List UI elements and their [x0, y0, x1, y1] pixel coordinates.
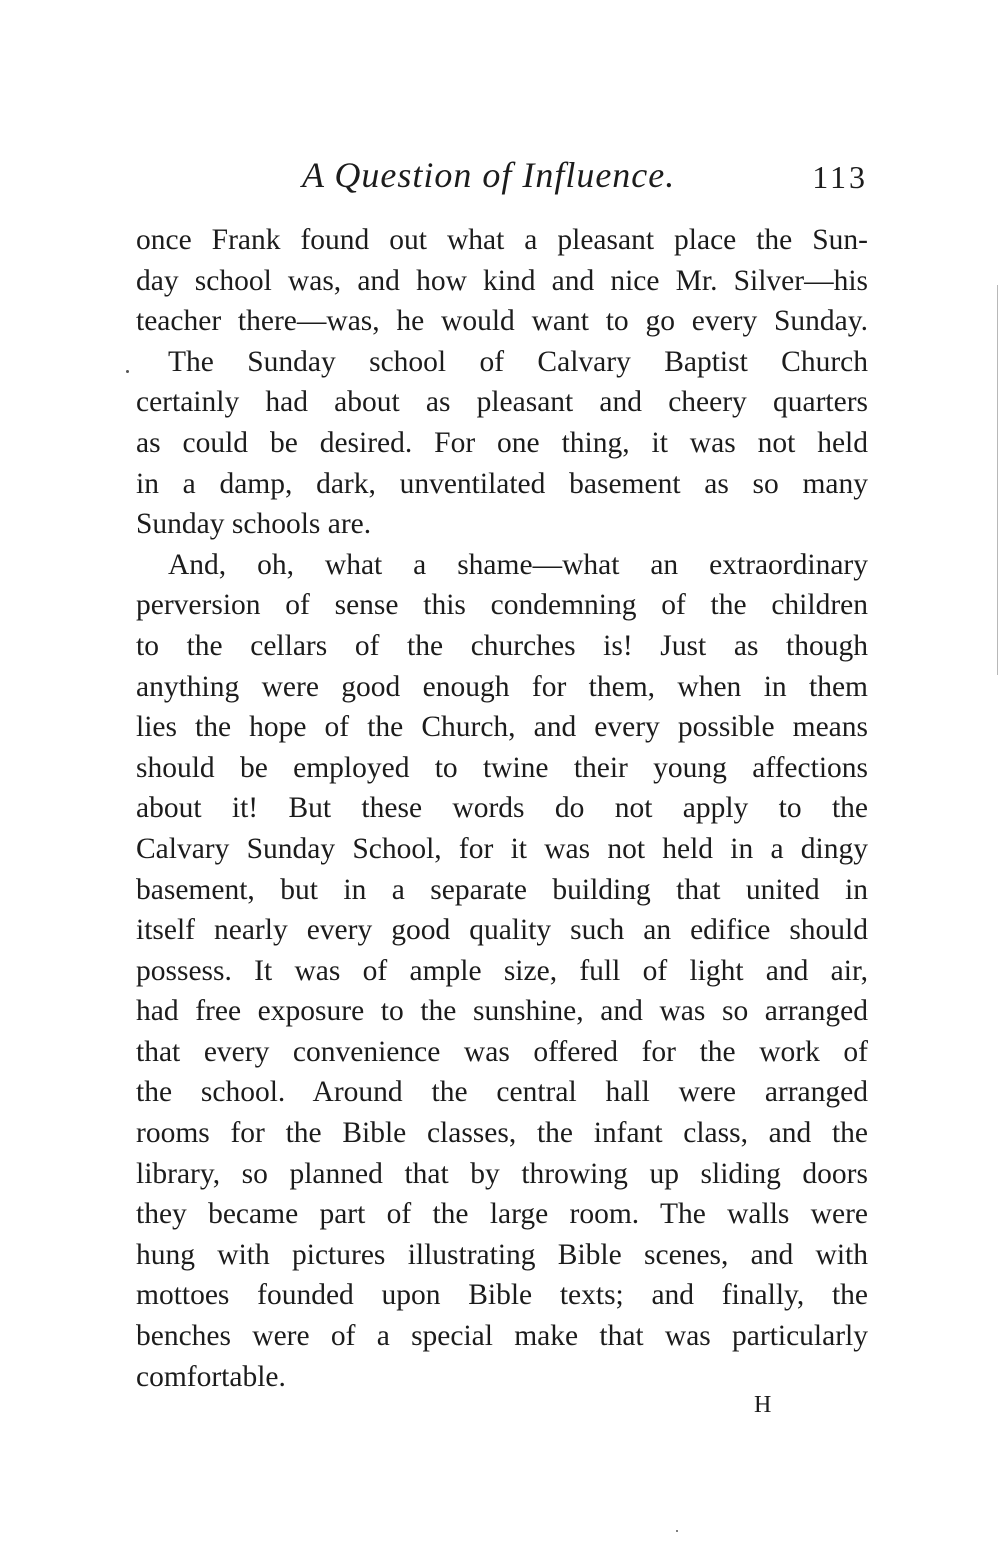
- text-line: teacher there—was, he would want to go every Sunday.: [136, 305, 868, 338]
- text-line: hung with pictures illustrating Bible scenes, and with: [136, 1238, 868, 1271]
- body-text: [136, 220, 868, 1397]
- running-head: [136, 150, 868, 200]
- text-line: rooms for the Bible classes, the infant class, and the: [136, 1117, 868, 1150]
- text-line: mottoes founded upon Bible texts; and finally, the: [136, 1279, 868, 1312]
- page-edge-shadow: [997, 285, 998, 675]
- text-line: to the cellars of the churches is! Just as though: [136, 629, 868, 662]
- text-line: Calvary Sunday School, for it was not held in a dingy: [136, 832, 868, 865]
- text-line: they became part of the large room. The walls were: [136, 1198, 868, 1231]
- text-line: lies the hope of the Church, and every possible means: [136, 711, 868, 744]
- running-head-title: A Question of Influence.: [302, 155, 676, 195]
- text-line: that every convenience was offered for the work of: [136, 1035, 868, 1068]
- text-line: had free exposure to the sunshine, and was so arranged: [136, 995, 868, 1028]
- text-line: as could be desired. For one thing, it was not held: [136, 426, 868, 459]
- text-line: once Frank found out what a pleasant place the Sun-: [136, 224, 868, 256]
- text-line: Sunday schools are.: [136, 508, 372, 541]
- text-line: the school. Around the central hall were arranged: [136, 1076, 868, 1109]
- text-line: perversion of sense this condemning of the children: [136, 589, 868, 622]
- ink-speck: [126, 370, 129, 373]
- text-line: comfortable.: [136, 1360, 286, 1393]
- text-line: And, oh, what a shame—what an extraordinary: [168, 548, 868, 581]
- text-line: in a damp, dark, unventilated basement as so many: [136, 467, 868, 500]
- text-line: should be employed to twine their young affections: [136, 751, 868, 784]
- text-line: certainly had about as pleasant and cheery quarters: [136, 386, 868, 419]
- text-line: basement, but in a separate building that united in: [136, 873, 868, 906]
- text-line: library, so planned that by throwing up sliding doors: [136, 1157, 868, 1190]
- text-line: about it! But these words do not apply to the: [136, 792, 868, 825]
- page-number: 113: [812, 159, 868, 195]
- text-line: itself nearly every good quality such an edifice should: [136, 914, 868, 947]
- text-line: possess. It was of ample size, full of light and air,: [136, 954, 868, 987]
- ink-speck: [676, 1530, 678, 1532]
- signature-mark: H: [754, 1392, 773, 1418]
- text-line: day school was, and how kind and nice Mr. Silver—his: [136, 264, 868, 297]
- text-line: benches were of a special make that was particularly: [136, 1320, 868, 1353]
- text-line: anything were good enough for them, when in them: [136, 670, 868, 703]
- text-line: The Sunday school of Calvary Baptist Church: [168, 345, 868, 378]
